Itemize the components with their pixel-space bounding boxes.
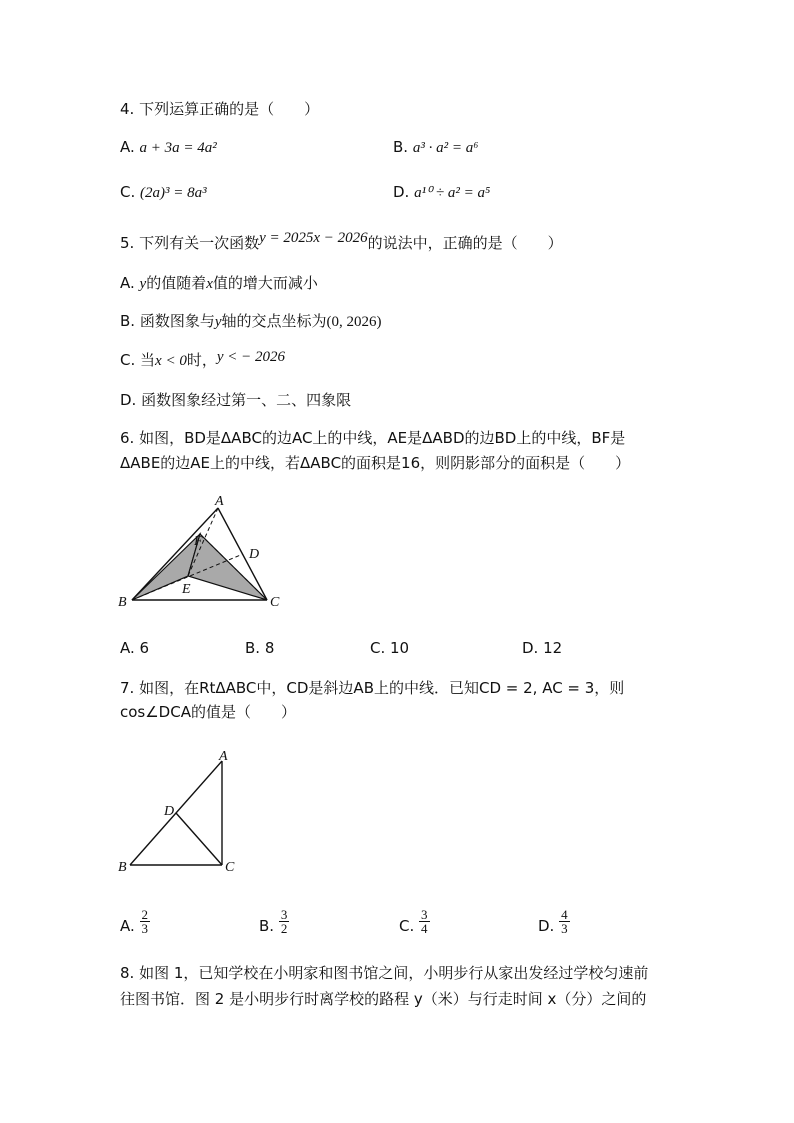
math-variable: y — [139, 276, 147, 292]
option-text: 当 — [140, 351, 156, 369]
option-text: 时， — [186, 351, 217, 369]
stem-text: 的说法中，正确的是（ ） — [367, 234, 563, 252]
fraction — [419, 908, 430, 935]
q4-option-c — [120, 183, 207, 202]
q5-option-a — [120, 272, 318, 293]
numerator: 3 — [280, 907, 288, 922]
numerator: 3 — [421, 907, 428, 922]
option-label: A. — [120, 274, 135, 292]
vertex-label-a: A — [219, 749, 228, 764]
math-expression: a³ · a² = a⁶ — [412, 140, 479, 156]
vertex-label-b: B — [118, 595, 127, 610]
vertex-label-c: C — [225, 860, 235, 875]
numerator: 2 — [141, 907, 149, 922]
vertex-label-e: E — [182, 582, 191, 597]
denominator: 2 — [280, 921, 288, 936]
math-expression: (0, 2026) — [326, 314, 382, 330]
q7-stem-line1: 7. 如图，在RtΔABC中，CD是斜边AB上的中线．已知CD = 2, AC = 3，则 — [120, 679, 625, 697]
fraction — [279, 908, 290, 935]
math-expression: y = 2025x − 2026 — [259, 230, 368, 246]
option-text: 函数图象与 — [139, 312, 215, 330]
math-expression: x < 0 — [155, 353, 187, 369]
option-text: 值的增大而减小 — [212, 274, 318, 292]
q6-option-a: A. 6 — [120, 639, 150, 657]
q7-stem-line2: cos∠DCA的值是（ ） — [120, 703, 296, 721]
option-label: C. — [120, 351, 136, 369]
option-label: A. — [120, 138, 135, 156]
median-cd — [176, 813, 222, 865]
q7-option-c — [399, 908, 430, 935]
numerator: 4 — [561, 907, 568, 922]
q6-stem-line1: 6. 如图，BD是ΔABC的边AC上的中线，AE是ΔABD的边BD上的中线，BF是 — [120, 429, 626, 447]
option-text: 函数图象经过第一、二、四象限 — [141, 391, 352, 409]
fraction — [559, 908, 570, 935]
vertex-label-f: F — [194, 534, 203, 549]
q5-stem — [120, 232, 563, 253]
denominator: 4 — [421, 921, 428, 936]
q7-option-d — [538, 908, 570, 935]
option-text: 轴的交点坐标为 — [221, 312, 327, 330]
q6-stem-line2: ΔABE的边AE上的中线，若ΔABC的面积是16，则阴影部分的面积是（ ） — [120, 454, 631, 472]
option-label: A. — [120, 917, 135, 935]
q4-stem: 4. 下列运算正确的是（ ） — [120, 100, 320, 118]
vertex-label-c: C — [270, 595, 280, 610]
fraction — [140, 908, 151, 935]
math-expression: a¹⁰ ÷ a² = a⁵ — [414, 185, 491, 201]
q7-option-a — [120, 908, 150, 935]
math-expression: a + 3a = 4a² — [139, 140, 217, 156]
vertex-label-d: D — [249, 547, 260, 562]
stem-text: 5. 下列有关一次函数 — [120, 234, 260, 252]
q6-option-b: B. 8 — [245, 639, 275, 657]
q8-stem-line2: 往图书馆．图 2 是小明步行时离学校的路程 y（米）与行走时间 x（分）之间的 — [120, 990, 647, 1008]
option-label: C. — [120, 183, 136, 201]
q7-option-b — [259, 908, 289, 935]
option-label: B. — [393, 138, 409, 156]
math-variable: y — [214, 314, 222, 330]
option-label: B. — [120, 312, 136, 330]
q5-option-b — [120, 310, 382, 331]
q6-option-c: C. 10 — [370, 639, 410, 657]
q4-option-d — [393, 183, 490, 202]
vertex-label-a: A — [215, 494, 224, 509]
denominator: 3 — [561, 921, 568, 936]
denominator: 3 — [141, 921, 149, 936]
option-label: C. — [399, 917, 415, 935]
q4-option-a — [120, 138, 217, 157]
option-label: B. — [259, 917, 275, 935]
q6-triangle-figure — [110, 490, 310, 615]
option-label: D. — [393, 183, 410, 201]
q8-stem-line1: 8. 如图 1，已知学校在小明家和图书馆之间，小明步行从家出发经过学校匀速前 — [120, 964, 649, 982]
option-label: D. — [538, 917, 555, 935]
q6-option-d: D. 12 — [522, 639, 563, 657]
math-expression: (2a)³ = 8a³ — [140, 185, 207, 201]
option-label: D. — [120, 391, 137, 409]
q7-triangle-figure — [110, 745, 250, 880]
vertex-label-b: B — [118, 860, 127, 875]
option-text: 的值随着 — [146, 274, 207, 292]
q5-option-d — [120, 389, 351, 410]
math-expression: y < − 2026 — [216, 349, 285, 365]
q4-option-b — [393, 138, 478, 157]
vertex-label-d: D — [164, 804, 175, 819]
q5-option-c — [120, 349, 285, 370]
math-variable: x — [206, 276, 213, 292]
